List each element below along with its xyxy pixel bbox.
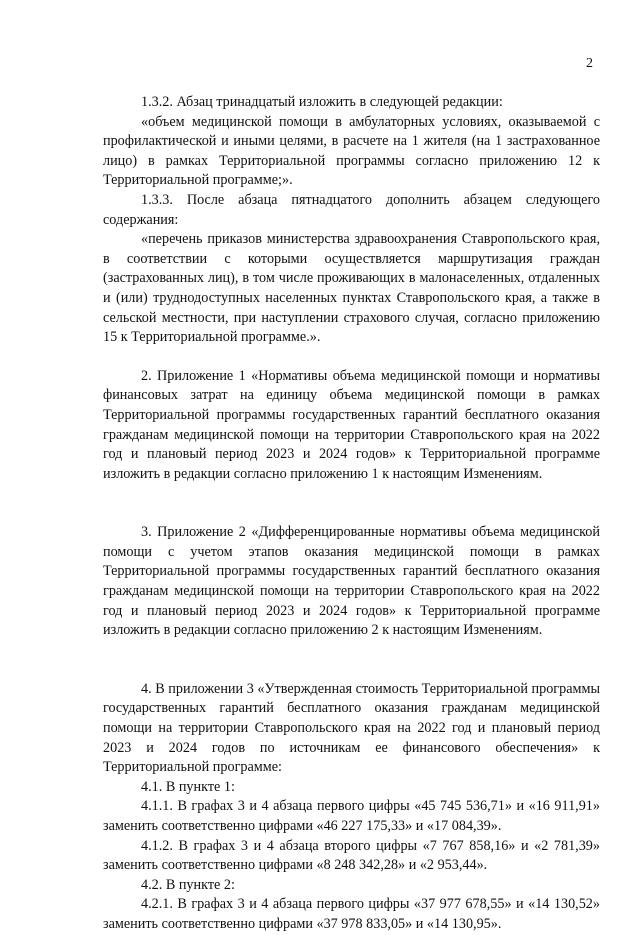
- spacer: [103, 484, 600, 523]
- paragraph-4-1-1: 4.1.1. В графах 3 и 4 абзаца первого цифры «45 745 536,71» и «16 911,91» заменить соответственно цифрами «46 227 175,33» и «17 084,39».: [103, 798, 600, 834]
- paragraph-quote-orders: «перечень приказов министерства здравоохранения Ставропольского края, в соответствии с которыми осуществляется маршрутизация граждан (застрахованных лиц), в том числе проживающих в малонаселенных, отдаленных и (или) труднодоступных населенных пунктах Ставропольского края, а также в сельской местности, при наступлении страхового случая, согласно приложению 15 к Территориальной программе.».: [103, 231, 600, 346]
- paragraph-1-3-3: 1.3.3. После абзаца пятнадцатого дополнить абзацем следующего содержания:: [103, 191, 600, 228]
- paragraph-4-1: 4.1. В пункте 1:: [141, 778, 235, 795]
- document-text: [103, 93, 600, 935]
- paragraph-4-2: 4.2. В пункте 2:: [141, 876, 235, 893]
- paragraph-item-3: 3. Приложение 2 «Дифференцированные нормативы объема медицинской помощи с учетом этапов оказания медицинской помощи в рамках Территориальной программы государственных гарантий бесплатного оказания гражданам медицинской помощи на территории Ставропольского края на 2022 год и плановый период 2023 и 2024 годов» к Территориальной программе изложить в редакции согласно приложению 2 к настоящим Изменениям.: [103, 524, 600, 639]
- paragraph-4-2-1: 4.2.1. В графах 3 и 4 абзаца первого цифры «37 977 678,55» и «14 130,52» заменить соответственно цифрами «37 978 833,05» и «14 130,95».: [103, 896, 600, 932]
- paragraph-item-4: 4. В приложении 3 «Утвержденная стоимость Территориальной программы государственных гарантий бесплатного оказания гражданам медицинской помощи на территории Ставропольского края на 2022 год и плановый период 2023 и 2024 годов по источникам ее финансового обеспечения» к Территориальной программе:: [103, 680, 600, 776]
- page-number: 2: [586, 56, 593, 71]
- paragraph-1-3-2: 1.3.2. Абзац тринадцатый изложить в следующей редакции:: [141, 94, 503, 110]
- spacer: [103, 348, 600, 367]
- paragraph-4-1-2: 4.1.2. В графах 3 и 4 абзаца второго цифры «7 767 858,16» и «2 781,39» заменить соответственно цифрами «8 248 342,28» и «2 953,44».: [103, 837, 600, 874]
- paragraph-item-2: 2. Приложение 1 «Нормативы объема медицинской помощи и нормативы финансовых затрат на единицу объема медицинской помощи в рамках Территориальной программы государственных гарантий бесплатного оказания гражданам медицинской помощи на территории Ставропольского края на 2022 год и плановый период 2023 и 2024 годов» к Территориальной программе изложить в редакции согласно приложению 1 к настоящим Изменениям.: [103, 367, 600, 482]
- spacer: [103, 641, 600, 680]
- paragraph-quote-amb: «объем медицинской помощи в амбулаторных условиях, оказываемой с профилактической и иными целями, в расчете на 1 жителя (на 1 застрахованное лицо) в рамках Территориальной программы согласно приложению 12 к Территориальной программе;».: [103, 113, 600, 189]
